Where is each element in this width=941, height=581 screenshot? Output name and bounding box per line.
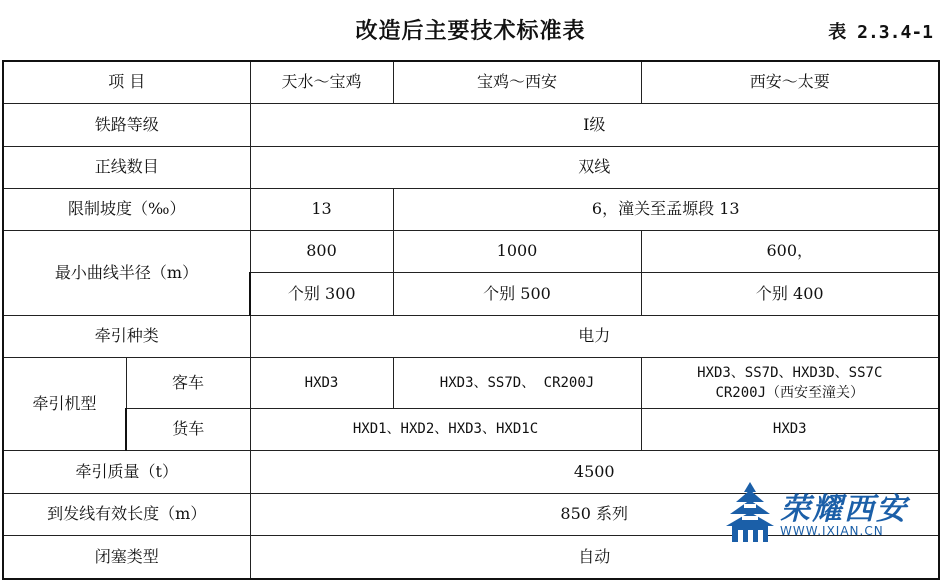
table-number: 表 2.3.4-1 bbox=[828, 22, 933, 43]
radius-special-col1: 个别 300 bbox=[250, 272, 393, 315]
header-baoji-xian: 宝鸡～西安 bbox=[393, 61, 641, 103]
freight-col3: HXD3 bbox=[641, 408, 939, 450]
watermark bbox=[722, 480, 922, 546]
length-value: 850 系列 bbox=[250, 493, 939, 535]
table-row bbox=[3, 315, 939, 357]
table-row bbox=[3, 146, 939, 188]
row-label-block: 闭塞类型 bbox=[3, 535, 250, 579]
row-label-mass: 牵引质量（t） bbox=[3, 450, 250, 493]
table-row bbox=[3, 408, 939, 450]
row-label-traction-type: 牵引种类 bbox=[3, 315, 250, 357]
row-label-length: 到发线有效长度（m） bbox=[3, 493, 250, 535]
header-xian-taiyao: 西安～太要 bbox=[641, 61, 939, 103]
row-label-tracks: 正线数目 bbox=[3, 146, 250, 188]
grade-value: Ⅰ级 bbox=[250, 103, 939, 146]
header-row bbox=[3, 61, 939, 103]
passenger-col2: HXD3、SS7D、 CR200J bbox=[393, 357, 641, 408]
passenger-col3 bbox=[641, 357, 939, 408]
radius-col2: 1000 bbox=[393, 230, 641, 272]
traction-type-value: 电力 bbox=[250, 315, 939, 357]
header-tianshui-baoji: 天水～宝鸡 bbox=[250, 61, 393, 103]
radius-special-col2: 个别 500 bbox=[393, 272, 641, 315]
row-label-grade: 铁路等级 bbox=[3, 103, 250, 146]
watermark-url: WWW.IXIAN.CN bbox=[780, 524, 884, 538]
block-value: 自动 bbox=[250, 535, 939, 579]
gradient-col1: 13 bbox=[250, 188, 393, 230]
row-label-radius: 最小曲线半径（m） bbox=[3, 230, 250, 315]
row-label-freight: 货车 bbox=[126, 408, 250, 450]
freight-col12: HXD1、HXD2、HXD3、HXD1C bbox=[250, 408, 641, 450]
table-row bbox=[3, 188, 939, 230]
passenger-col3-line2: CR200J（西安至潼关） bbox=[715, 384, 865, 401]
header-item: 项 目 bbox=[3, 61, 250, 103]
mass-value: 4500 bbox=[250, 450, 939, 493]
passenger-col3-line1: HXD3、SS7D、HXD3D、SS7C bbox=[697, 364, 883, 381]
table-row bbox=[3, 103, 939, 146]
table-row bbox=[3, 230, 939, 272]
table-title: 改造后主要技术标准表 bbox=[355, 19, 586, 44]
watermark-text: 荣耀西安 bbox=[780, 492, 908, 527]
table-row bbox=[3, 357, 939, 408]
tracks-value: 双线 bbox=[250, 146, 939, 188]
gradient-col23: 6，潼关至孟塬段 13 bbox=[393, 188, 939, 230]
pagoda-logo-icon bbox=[722, 480, 778, 546]
radius-col1: 800 bbox=[250, 230, 393, 272]
row-label-passenger: 客车 bbox=[126, 357, 250, 408]
row-label-loco: 牵引机型 bbox=[3, 357, 126, 450]
row-label-gradient: 限制坡度（‰） bbox=[3, 188, 250, 230]
radius-col3: 600， bbox=[641, 230, 939, 272]
passenger-col1: HXD3 bbox=[250, 357, 393, 408]
radius-special-col3: 个别 400 bbox=[641, 272, 939, 315]
